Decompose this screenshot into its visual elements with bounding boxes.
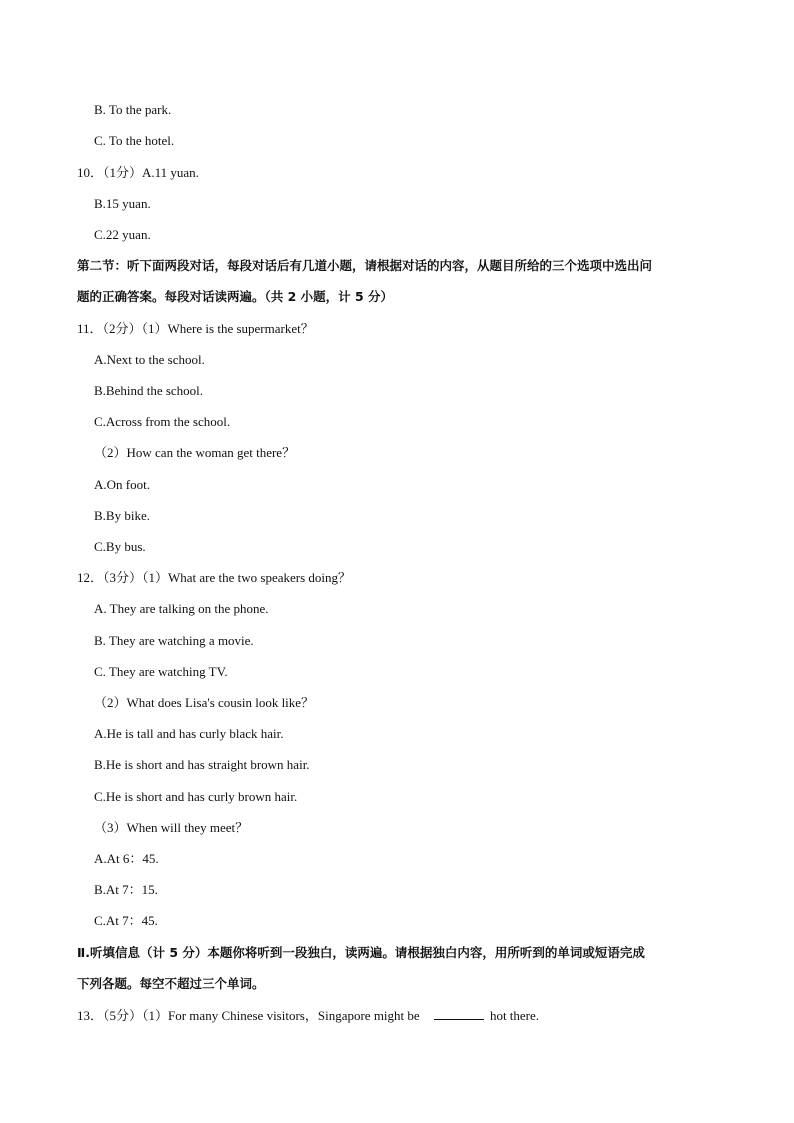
option-line: C.22 yuan. (94, 227, 151, 242)
option-line: B.By bike. (94, 508, 150, 523)
answer-blank[interactable] (434, 1007, 484, 1020)
option-line: B.Behind the school. (94, 383, 204, 398)
section-instruction: 下列各题。每空不超过三个单词。 (77, 976, 265, 991)
question-13-suffix: hot there. (489, 1008, 540, 1023)
question-13-prefix: 13．（5分）（1）For many Chinese visitors，Singapore might be (77, 1008, 420, 1023)
sub-question-line: （3）When will they meet？ (94, 820, 249, 835)
option-line: C.At 7：45. (94, 913, 158, 928)
option-line: C.Across from the school. (94, 414, 231, 429)
section-instruction: 题的正确答案。每段对话读两遍。（共 2 小题，计 5 分） (77, 289, 394, 304)
option-line: A.On foot. (94, 477, 150, 492)
option-line: B.At 7：15. (94, 882, 158, 897)
option-line: C.He is short and has curly brown hair. (94, 789, 298, 804)
option-line: A. They are talking on the phone. (94, 601, 269, 616)
option-line: C.By bus. (94, 539, 146, 554)
option-line: B. They are watching a movie. (94, 633, 254, 648)
option-line: A.Next to the school. (94, 352, 205, 367)
question-line: 11．（2分）（1）Where is the supermarket？ (77, 321, 314, 336)
question-line: 12．（3分）（1）What are the two speakers doing？ (77, 570, 352, 585)
option-line: C. To the hotel. (94, 133, 175, 148)
section-instruction: Ⅱ.听填信息（计 5 分）本题你将听到一段独白，读两遍。请根据独白内容，用所听到的单词或短语完成 (77, 945, 645, 960)
option-line: A.At 6：45. (94, 851, 159, 866)
option-line: B.15 yuan. (94, 196, 151, 211)
option-line: B. To the park. (94, 102, 172, 117)
section-instruction: 第二节：听下面两段对话，每段对话后有几道小题，请根据对话的内容，从题目所给的三个选项中选出问 (77, 258, 653, 273)
sub-question-line: （2）What does Lisa's cousin look like？ (94, 695, 315, 710)
option-line: B.He is short and has straight brown hair. (94, 757, 310, 772)
option-line: A.He is tall and has curly black hair. (94, 726, 284, 741)
question-line-13 (77, 1007, 539, 1024)
question-line: 10．（1分）A.11 yuan. (77, 165, 199, 180)
option-line: C. They are watching TV. (94, 664, 228, 679)
sub-question-line: （2）How can the woman get there？ (94, 445, 296, 460)
